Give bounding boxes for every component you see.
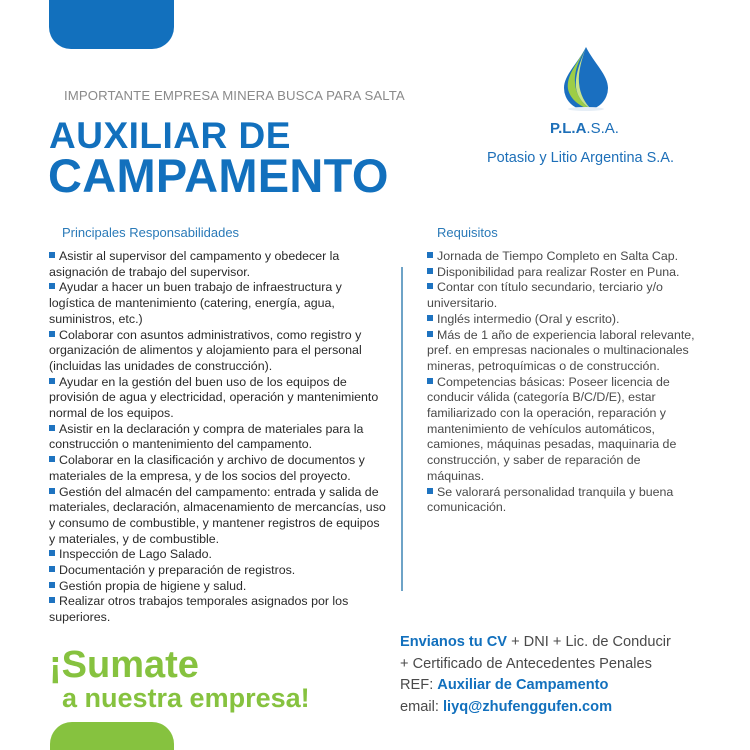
list-item: Gestión propia de higiene y salud. — [49, 579, 389, 595]
list-item: Ayudar a hacer un buen trabajo de infraestructura y logística de mantenimiento (catering, energía, agua, suministros, etc.) — [49, 280, 342, 326]
job-title-line1: AUXILIAR DE — [49, 115, 291, 156]
list-item: Colaborar en la clasificación y archivo de documentos y materiales de la empresa, y de los socios del proyecto. — [49, 453, 365, 483]
square-bullet-icon — [49, 456, 55, 462]
list-item: Jornada de Tiempo Completo en Salta Cap. — [427, 249, 697, 265]
top-blue-tab — [49, 0, 174, 49]
logo-abbreviation: P.L.A.S.A. — [550, 120, 619, 137]
responsibilities-heading: Principales Responsabilidades — [62, 225, 240, 240]
square-bullet-icon — [49, 488, 55, 494]
apply-line-1: Envianos tu CV + DNI + Lic. de Conducir — [400, 634, 671, 650]
square-bullet-icon — [49, 425, 55, 431]
square-bullet-icon — [427, 315, 433, 321]
square-bullet-icon — [49, 283, 55, 289]
list-item: Colaborar con asuntos administrativos, como registro y organización de alimentos y alojamiento para el personal (incluidas las unidades de construcción). — [49, 327, 362, 373]
square-bullet-icon — [427, 283, 433, 289]
square-bullet-icon — [427, 488, 433, 494]
column-divider — [401, 267, 403, 591]
square-bullet-icon — [427, 378, 433, 384]
square-bullet-icon — [49, 597, 55, 603]
list-item: Gestión del almacén del campamento: entrada y salida de materiales, declaración, almacenamiento de mercancías, uso y consumo de combustible, y mantener registros de equipos y materiales, y de combustible. — [49, 484, 386, 546]
job-title-line2: CAMPAMENTO — [48, 149, 389, 202]
list-item: Disponibilidad para realizar Roster en Puna. — [427, 265, 697, 281]
list-item: Inglés intermedio (Oral y escrito). — [427, 312, 697, 328]
square-bullet-icon — [427, 331, 433, 337]
square-bullet-icon — [427, 268, 433, 274]
list-item: Documentación y preparación de registros. — [49, 563, 389, 579]
apply-email: email: liyq@zhufenggufen.com — [400, 698, 613, 715]
application-instructions — [400, 632, 671, 718]
requirements-heading: Requisitos — [437, 225, 498, 240]
cta-headline: ¡Sumate — [49, 644, 199, 686]
list-item: Asistir en la declaración y compra de materiales para la construcción o mantenimiento del campamento. — [49, 421, 364, 452]
apply-line-2: + Certificado de Antecedentes Penales — [400, 655, 652, 672]
bottom-green-tab — [50, 722, 174, 750]
list-item: Asistir al supervisor del campamento y obedecer la asignación de trabajo del supervisor. — [49, 249, 340, 279]
square-bullet-icon — [49, 550, 55, 556]
eyebrow-text: IMPORTANTE EMPRESA MINERA BUSCA PARA SALTA — [64, 88, 405, 103]
water-drop-icon — [560, 45, 612, 111]
responsibilities-list — [49, 249, 389, 626]
list-item: Competencias básicas: Poseer licencia de conducir válida (categoría B/C/D/E), estar familiarizado con la operación, reparación y mantenimiento de vehículos automáticos, camiones, máquinas pesadas, maquinaria de construcción, y saber de reparación de máquinas. — [427, 374, 677, 483]
logo-company-name: Potasio y Litio Argentina S.A. — [487, 150, 674, 166]
list-item: Contar con título secundario, terciario y/o universitario. — [427, 280, 663, 311]
list-item: Más de 1 año de experiencia laboral relevante, pref. en empresas nacionales o multinacionales mineras, petroquímicas o de construcción. — [427, 327, 695, 373]
list-item: Se valorará personalidad tranquila y buena comunicación. — [427, 484, 674, 515]
list-item: Ayudar en la gestión del buen uso de los equipos de provisión de agua y electricidad, operación y mantenimiento normal de los equipos. — [49, 374, 379, 421]
square-bullet-icon — [49, 331, 55, 337]
square-bullet-icon — [49, 378, 55, 384]
requirements-list — [427, 249, 697, 516]
list-item: Inspección de Lago Salado. — [49, 547, 389, 563]
square-bullet-icon — [427, 252, 433, 258]
cta-subheadline: a nuestra empresa! — [62, 683, 310, 713]
list-item: Realizar otros trabajos temporales asignados por los superiores. — [49, 594, 349, 625]
square-bullet-icon — [49, 566, 55, 572]
email-link[interactable]: liyq@zhufenggufen.com — [442, 698, 613, 715]
apply-ref: REF: Auxiliar de Campamento — [400, 677, 609, 693]
square-bullet-icon — [49, 582, 55, 588]
square-bullet-icon — [49, 252, 55, 258]
